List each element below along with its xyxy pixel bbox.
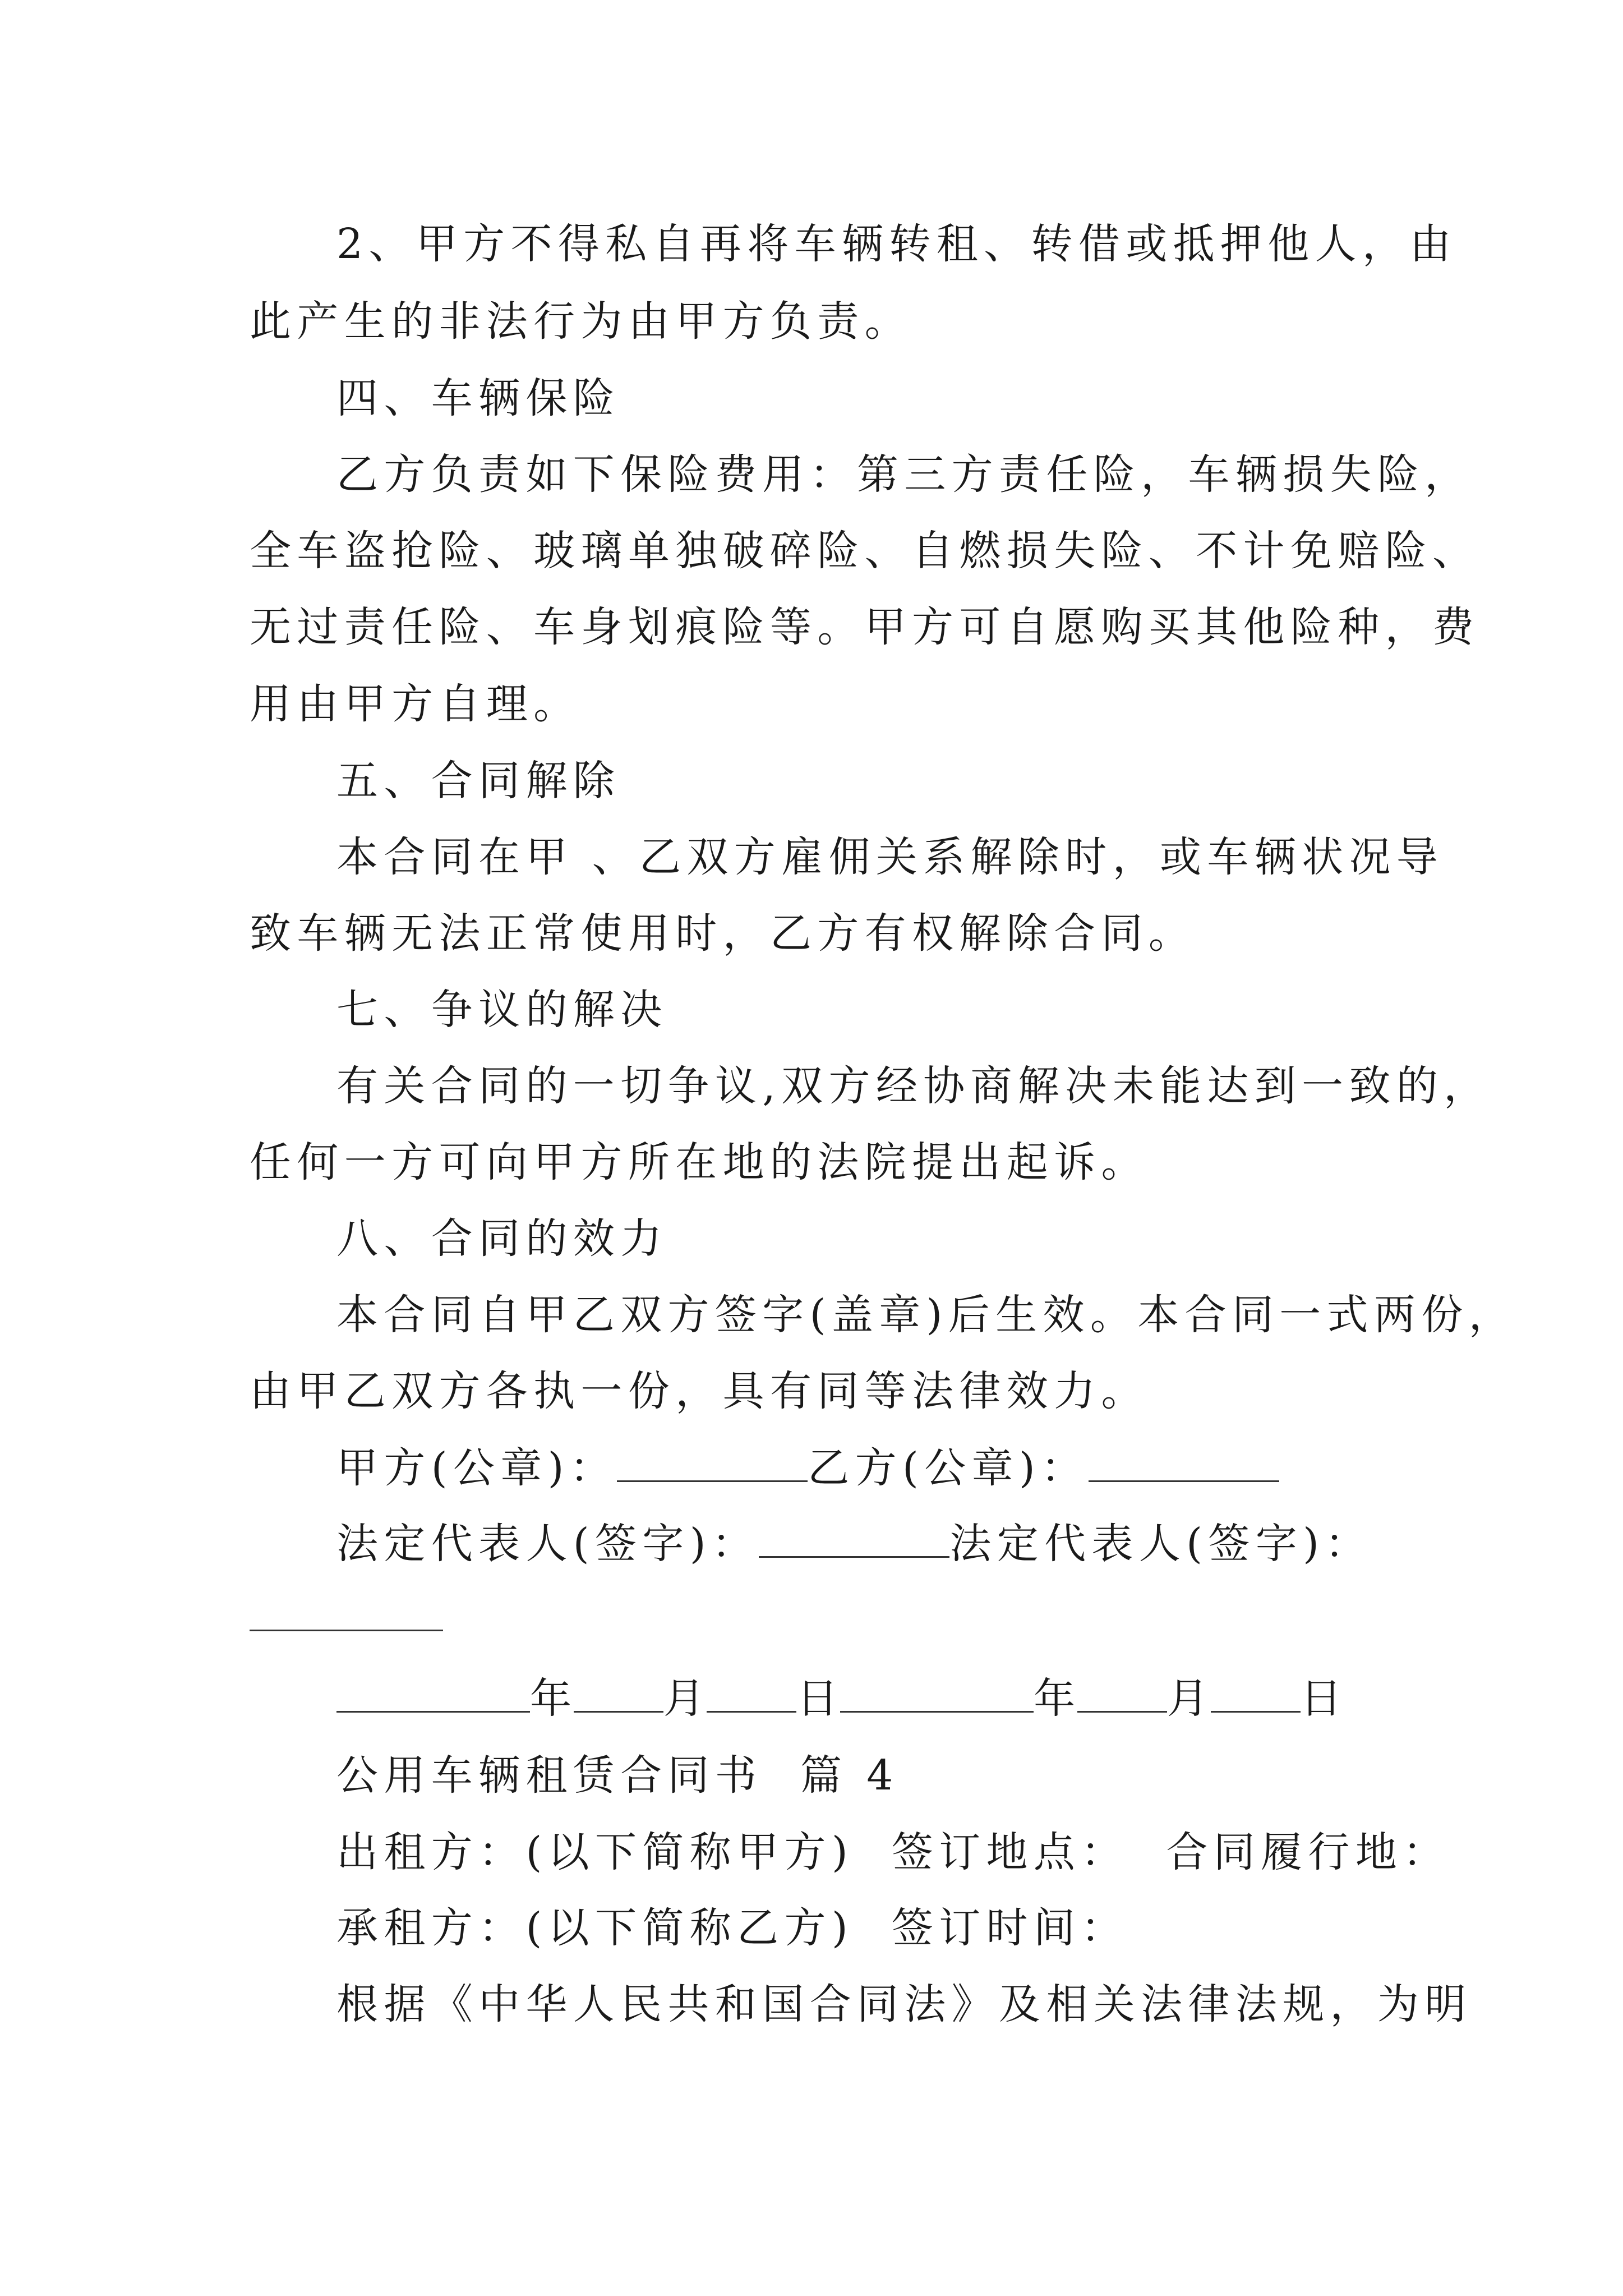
party-b-seal-blank	[1089, 1441, 1279, 1482]
month-blank-a	[574, 1672, 663, 1713]
paragraph-line: 无过责任险、车身划痕险等。甲方可自愿购买其他险种，费	[250, 603, 1480, 651]
paragraph-line: 本合同自甲乙双方签字(盖章)后生效。本合同一式两份，	[336, 1291, 1516, 1339]
representative-line	[0, 1516, 1623, 1572]
section-heading: 八、合同的效力	[336, 1214, 668, 1263]
paragraph-line: 致车辆无法正常使用时，乙方有权解除合同。	[250, 909, 1196, 958]
paragraph-line: 根据《中华人民共和国合同法》及相关法律法规，为明	[336, 1980, 1472, 2028]
paragraph-line: 任何一方可向甲方所在地的法院提出起诉。	[250, 1138, 1149, 1186]
day-label: 日	[1300, 1674, 1344, 1723]
year-blank-a	[336, 1672, 530, 1713]
month-blank-b	[1077, 1672, 1167, 1713]
rep-a-blank	[759, 1517, 949, 1558]
party-b-seal-label: 乙方(公章)：	[808, 1444, 1089, 1492]
lessor-line: 出租方：(以下简称甲方) 签订地点： 合同履行地：	[336, 1828, 1450, 1876]
month-label: 月	[663, 1674, 707, 1723]
year-blank-b	[840, 1672, 1034, 1713]
rep-a-label: 法定代表人(签字)：	[336, 1520, 759, 1568]
party-a-seal-blank	[617, 1441, 808, 1482]
paragraph-line: 由甲乙双方各执一份，具有同等法律效力。	[250, 1367, 1149, 1415]
rep-b-blank	[250, 1630, 443, 1631]
day-blank-b	[1211, 1672, 1301, 1713]
year-label: 年	[530, 1674, 574, 1723]
paragraph-line: 乙方负责如下保险费用：第三方责任险，车辆损失险，	[336, 450, 1472, 499]
section-heading: 五、合同解除	[336, 757, 621, 805]
contract-title: 公用车辆租赁合同书 篇 4	[336, 1751, 899, 1800]
section-heading: 四、车辆保险	[336, 374, 621, 422]
lessee-line: 承租方：(以下简称乙方) 签订时间：	[336, 1904, 1128, 1952]
month-label: 月	[1166, 1674, 1211, 1723]
date-line	[0, 1671, 1623, 1727]
year-label: 年	[1034, 1674, 1077, 1723]
paragraph-line: 本合同在甲 、乙双方雇佣关系解除时，或车辆状况导	[336, 833, 1444, 881]
day-label: 日	[796, 1674, 841, 1723]
paragraph-line: 全车盗抢险、玻璃单独破碎险、自燃损失险、不计免赔险、	[250, 527, 1480, 575]
paragraph-line: 此产生的非法行为由甲方负责。	[250, 297, 912, 346]
rep-b-label: 法定代表人(签字)：	[949, 1520, 1372, 1568]
paragraph-line: 用由甲方自理。	[250, 680, 581, 728]
section-heading: 七、争议的解决	[336, 986, 668, 1034]
seal-line	[0, 1440, 1623, 1496]
party-a-seal-label: 甲方(公章)：	[336, 1444, 617, 1492]
paragraph-line: 有关合同的一切争议,双方经协商解决未能达到一致的，	[336, 1062, 1491, 1110]
paragraph-line: 2、甲方不得私自再将车辆转租、转借或抵押他人，由	[336, 220, 1457, 268]
day-blank-a	[707, 1672, 796, 1713]
